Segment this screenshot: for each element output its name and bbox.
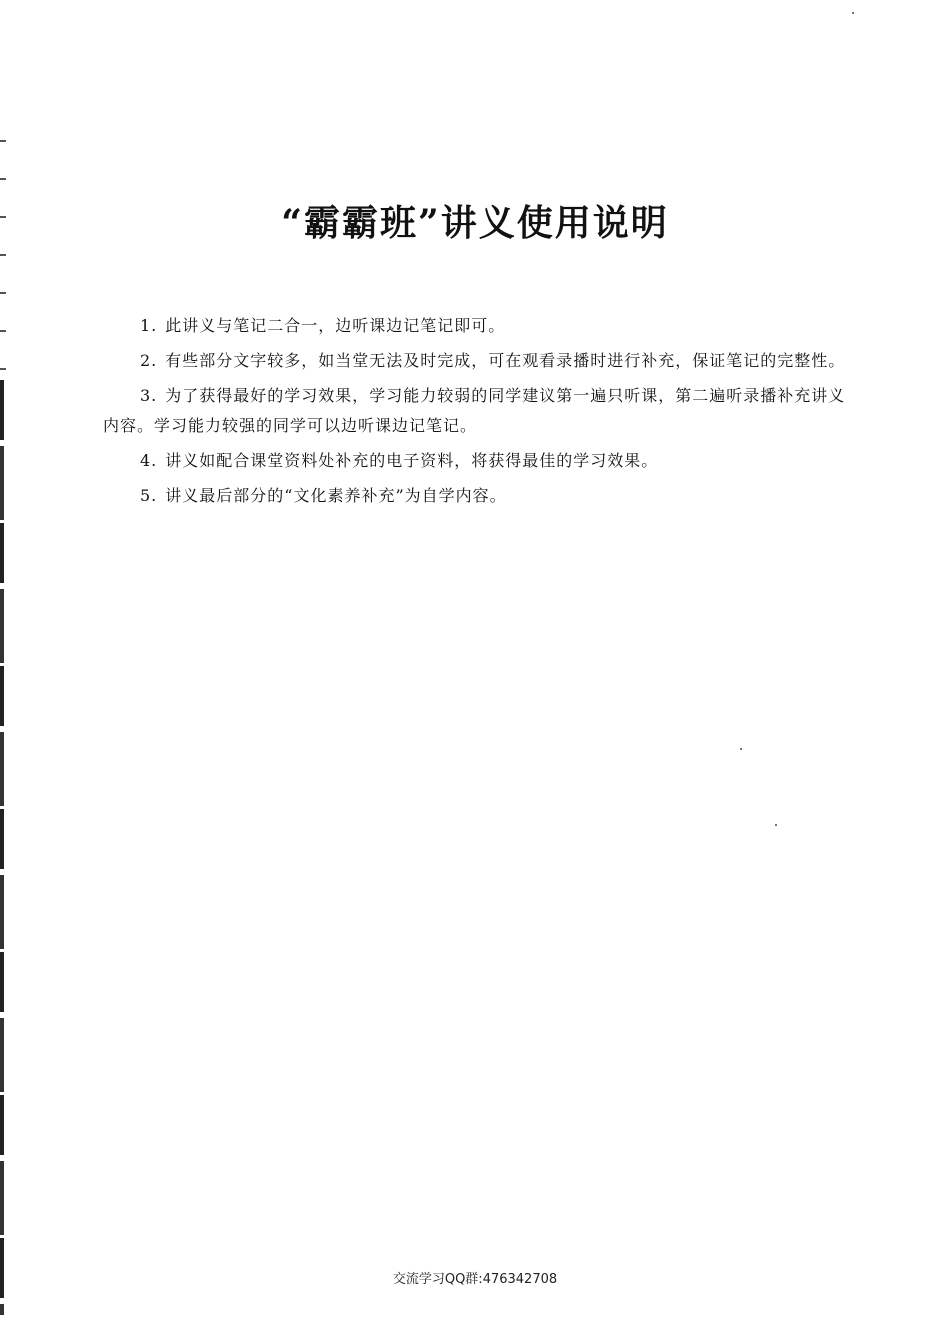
item-number: 1.	[140, 316, 158, 335]
item-text: 有些部分文字较多，如当堂无法及时完成，可在观看录播时进行补充，保证笔记的完整性。	[165, 351, 846, 370]
page-title: “霸霸班”讲义使用说明	[281, 202, 669, 244]
list-item	[103, 346, 855, 376]
item-text: 为了获得最好的学习效果，学习能力较弱的同学建议第一遍只听课，第二遍听录播补充讲义内容。学习能力较强的同学可以边听课边记笔记。	[103, 386, 846, 435]
list-item	[103, 381, 855, 441]
item-text: 讲义如配合课堂资料处补充的电子资料，将获得最佳的学习效果。	[165, 451, 659, 470]
item-text: 讲义最后部分的“文化素养补充”为自学内容。	[165, 486, 507, 505]
list-item	[103, 311, 855, 341]
scan-speck	[740, 748, 742, 750]
footer-contact: 交流学习QQ群:476342708	[392, 1272, 558, 1287]
scan-speck	[775, 824, 777, 826]
item-number: 3.	[140, 386, 158, 405]
scan-binding-marks	[0, 140, 6, 380]
item-number: 2.	[140, 351, 158, 370]
item-text: 此讲义与笔记二合一，边听课边记笔记即可。	[165, 316, 506, 335]
list-item	[103, 446, 855, 476]
list-item	[103, 481, 855, 511]
item-number: 4.	[140, 451, 158, 470]
scan-speck	[852, 12, 854, 14]
item-number: 5.	[140, 486, 158, 505]
instruction-list	[103, 311, 855, 516]
scan-binding-edge	[0, 380, 4, 1315]
